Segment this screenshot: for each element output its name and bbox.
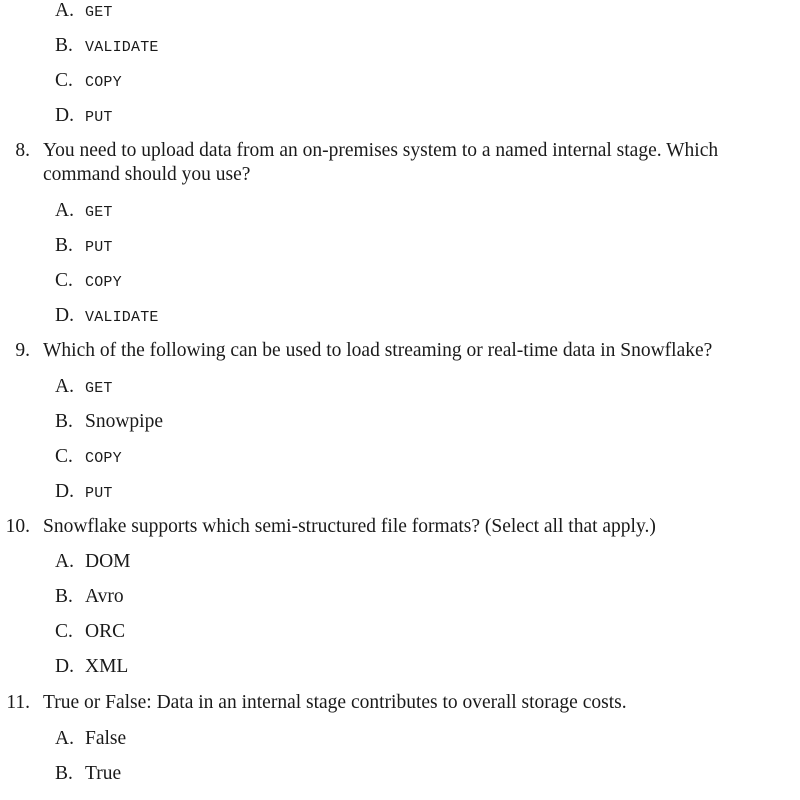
option-text: VALIDATE [85,39,159,56]
option-letter: D. [55,656,74,677]
option-letter: A. [55,728,74,749]
option-text: Avro [85,586,124,607]
q9-option-a [55,375,113,401]
q8-number: 8. [15,140,30,161]
q8-option-b [55,234,113,260]
q9-option-d [55,480,113,506]
option-text: PUT [85,485,113,502]
q11-option-a [55,727,126,751]
q9-number: 9. [15,340,30,361]
option-letter: B. [55,586,73,607]
option-text: COPY [85,450,122,467]
option-letter: A. [55,0,74,21]
q8-text-line1: You need to upload data from an on-premises system to a named internal stage. Which [43,140,719,161]
q9-text: Which of the following can be used to load streaming or real-time data in Snowflake? [43,340,713,361]
option-letter: A. [55,376,74,397]
q10-text: Snowflake supports which semi-structured file formats? (Select all that apply.) [43,516,656,537]
option-letter: B. [55,35,73,56]
option-text: VALIDATE [85,309,159,326]
q10-number: 10. [5,516,30,537]
q9-option-b [55,410,163,434]
q10-option-b [55,585,124,609]
option-letter: D. [55,481,74,502]
option-text: ORC [85,621,126,642]
option-letter: B. [55,763,73,784]
option-letter: C. [55,70,73,91]
q11-option-b [55,762,121,786]
option-text: XML [85,656,129,677]
option-text: PUT [85,109,113,126]
q11-number: 11. [6,692,30,713]
option-text: COPY [85,274,122,291]
option-text: False [85,728,127,749]
q11-text: True or False: Data in an internal stage contributes to overall storage costs. [43,692,627,713]
option-text: GET [85,204,113,221]
option-letter: C. [55,621,73,642]
q8-option-a [55,199,113,225]
option-letter: A. [55,200,74,221]
option-text: DOM [85,551,131,572]
q8-option-c [55,269,122,295]
option-text: PUT [85,239,113,256]
option-letter: C. [55,270,73,291]
q8-option-d [55,304,159,330]
q8-text-line2: command should you use? [43,164,251,185]
option-letter: B. [55,235,73,256]
q10-option-c [55,620,125,644]
option-text: True [85,763,122,784]
q10-option-d [55,655,128,679]
option-text: COPY [85,74,122,91]
q7-option-d [55,104,113,130]
q7-option-a [55,0,113,25]
q7-option-b [55,34,159,60]
option-letter: C. [55,446,73,467]
q10-option-a [55,550,131,574]
option-letter: A. [55,551,74,572]
option-text: GET [85,380,113,397]
option-letter: B. [55,411,73,432]
q9-option-c [55,445,122,471]
option-letter: D. [55,305,74,326]
option-text: Snowpipe [85,411,163,432]
q7-option-c [55,69,122,95]
option-letter: D. [55,105,74,126]
option-text: GET [85,4,113,21]
